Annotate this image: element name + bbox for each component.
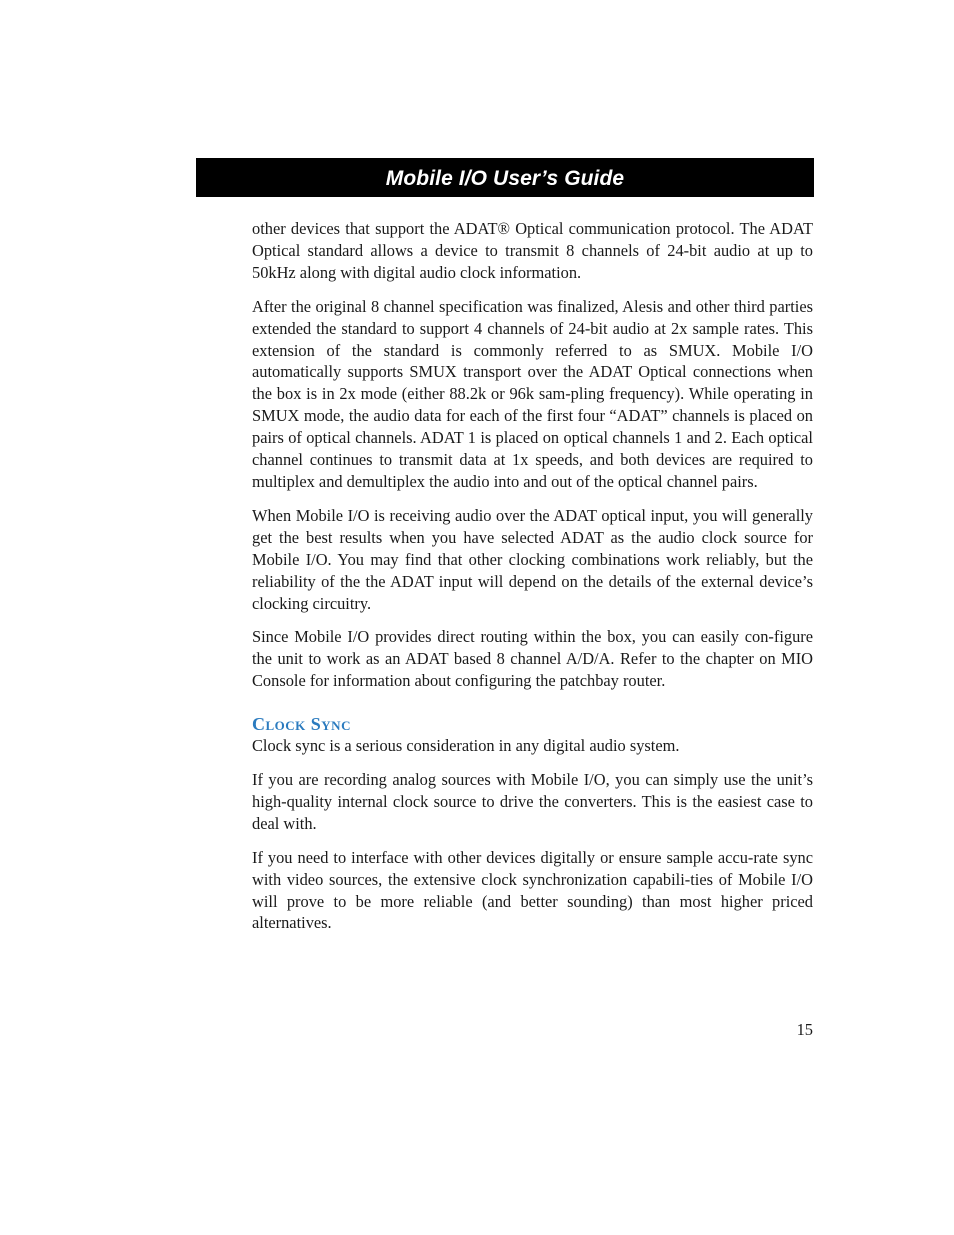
section-heading-clock-sync: Clock Sync (252, 714, 351, 735)
page-header-title: Mobile I/O User’s Guide (385, 166, 625, 190)
page-number: 15 (796, 1020, 813, 1039)
body-paragraph: Since Mobile I/O provides direct routing within the box, you can easily con-figure the unit to work as an ADAT based 8 channel A/D/A. Refer to the chapter on MIO Console for information about configuring the patchbay router. (252, 627, 813, 691)
body-paragraph: When Mobile I/O is receiving audio over the ADAT optical input, you will generally get the best results when you have selected ADAT as the audio clock source for Mobile I/O. You may find that other clocking combinations work reliably, but the reliability of the the ADAT input will depend on the details of the external device’s clocking circuitry. (252, 505, 813, 613)
page-body (252, 218, 813, 946)
section-paragraph: Clock sync is a serious consideration in any digital audio system. (252, 736, 680, 756)
section-paragraph: If you need to interface with other devices digitally or ensure sample accu-rate sync with video sources, the extensive clock synchronization capabili-ties of Mobile I/O will prove to be more reliable (and better sounding) than most higher priced alternatives. (252, 847, 813, 933)
page-header-bar (196, 158, 814, 197)
body-paragraph: After the original 8 channel specification was finalized, Alesis and other third parties extended the standard to support 4 channels of 24-bit audio at 2x sample rates. This extension of the standard is commonly referred to as SMUX. Mobile I/O automatically supports SMUX transport over the ADAT Optical connections when the box is in 2x mode (either 88.2k or 96k sam-pling frequency). While operating in SMUX mode, the audio data for each of the first four “ADAT” channels is placed on pairs of optical channels. ADAT 1 is placed on optical channels 1 and 2. Each optical channel continues to transmit data at 1x speeds, and both devices are required to multiplex and demultiplex the audio into and out of the optical channel pairs. (252, 296, 813, 491)
body-paragraph: other devices that support the ADAT® Optical communication protocol. The ADAT Optical standard allows a device to transmit 8 channels of 24-bit audio at up to 50kHz along with digital audio clock information. (252, 219, 813, 282)
section-paragraph: If you are recording analog sources with Mobile I/O, you can simply use the unit’s high-quality internal clock source to drive the converters. This is the easiest case to deal with. (252, 770, 813, 833)
